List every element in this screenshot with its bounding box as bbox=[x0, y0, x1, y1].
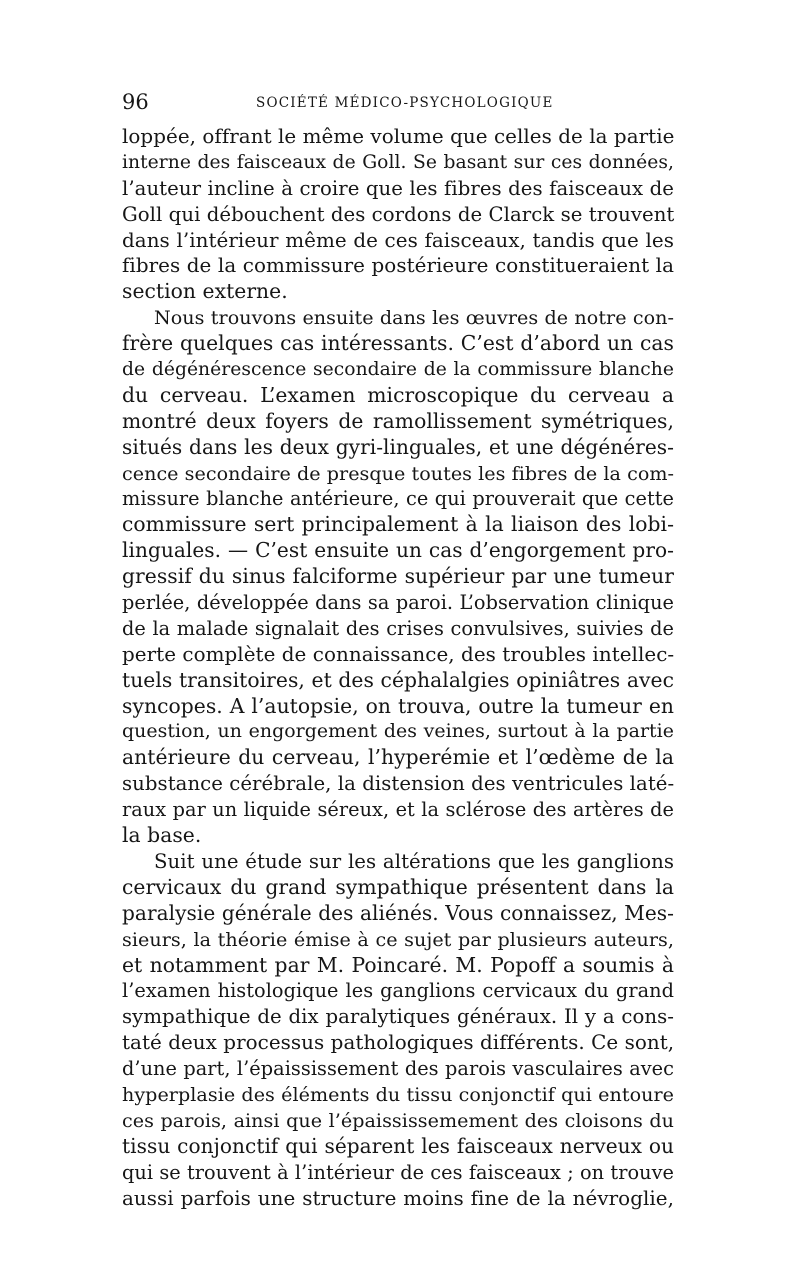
text-line: Suit une étude sur les altérations que les ganglions bbox=[154, 849, 674, 873]
text-line: de dégénérescence secondaire de la commissure blanche bbox=[122, 359, 674, 381]
text-line: cervicaux du grand sympathique présentent dans la bbox=[122, 874, 674, 899]
text-line: section externe. bbox=[122, 279, 288, 304]
text-line: d’une part, l’épaississement des parois vasculaires avec bbox=[122, 1057, 674, 1081]
text-line: taté deux processus pathologiques différents. Ce sont, bbox=[122, 1031, 675, 1055]
text-line: commissure sert principalement à la liaison des lobi- bbox=[122, 512, 674, 537]
text-line: hyperplasie des éléments du tissu conjonctif qui entoure bbox=[122, 1082, 674, 1106]
text-line: dans l’intérieur même de ces faisceaux, tandis que les bbox=[122, 228, 674, 252]
text-line: loppée, offrant le même volume que celles de la partie bbox=[122, 125, 675, 148]
text-line: ces parois, ainsi que l’épaississemement des cloisons du bbox=[122, 1108, 674, 1132]
text-line: missure blanche antérieure, ce qui prouverait que cette bbox=[122, 487, 674, 511]
text-line: situés dans les deux gyri-linguales, et une dégénéres- bbox=[122, 434, 674, 459]
text-line: du cerveau. L’examen microscopique du cerveau a bbox=[122, 382, 674, 407]
text-line: Nous trouvons ensuite dans les œuvres de notre con- bbox=[154, 306, 674, 330]
text-line: interne des faisceaux de Goll. Se basant sur ces données, bbox=[122, 151, 674, 173]
text-line: sympathique de dix paralytiques généraux. Il y a cons- bbox=[122, 1005, 674, 1029]
text-line: aussi parfois une structure moins fine de la névroglie, bbox=[122, 1186, 674, 1210]
text-line: linguales. — C’est ensuite un cas d’engorgement pro- bbox=[122, 538, 674, 563]
text-line: question, un engorgement des veines, surtout à la partie bbox=[122, 720, 674, 743]
text-line: gressif du sinus falciforme supérieur par une tumeur bbox=[122, 564, 674, 589]
text-line: tissu conjonctif qui séparent les faisceaux nerveux ou bbox=[122, 1133, 674, 1158]
text-line: substance cérébrale, la distension des ventricules laté- bbox=[122, 772, 675, 796]
text-line: sieurs, la théorie émise à ce sujet par plusieurs auteurs, bbox=[122, 927, 674, 951]
text-line: cence secondaire de presque toutes les fibres de la com- bbox=[122, 461, 675, 485]
text-line: antérieure du cerveau, l’hyperémie et l’œdème de la bbox=[122, 745, 674, 770]
body-text bbox=[122, 124, 674, 1211]
running-title: SOCIÉTÉ MÉDICO-PSYCHOLOGIQUE bbox=[256, 95, 554, 111]
text-line: perte complète de connaissance, des troubles intellec- bbox=[122, 642, 675, 666]
text-line: qui se trouvent à l’intérieur de ces faisceaux ; on trouve bbox=[122, 1160, 674, 1184]
text-line: frère quelques cas intéressants. C’est d’abord un cas bbox=[122, 331, 674, 356]
text-line: paralysie générale des aliénés. Vous connaissez, Mes- bbox=[122, 900, 674, 925]
text-line: la base. bbox=[122, 823, 202, 848]
text-line: raux par un liquide séreux, et la sclérose des artères de bbox=[122, 798, 674, 822]
text-line: Goll qui débouchent des cordons de Clarck se trouvent bbox=[122, 202, 675, 226]
text-line: perlée, développée dans sa paroi. L’observation clinique bbox=[122, 591, 674, 615]
text-line: tuels transitoires, et des céphalalgies opiniâtres avec bbox=[122, 667, 674, 692]
text-line: l’examen histologique les ganglions cervicaux du grand bbox=[122, 979, 674, 1003]
text-line: montré deux foyers de ramollissement symétriques, bbox=[122, 408, 674, 433]
text-line: l’auteur incline à croire que les fibres des faisceaux de bbox=[122, 176, 674, 200]
text-line: et notamment par M. Poincaré. M. Popoff a soumis à bbox=[122, 952, 674, 977]
running-head bbox=[122, 88, 674, 116]
page-number: 96 bbox=[122, 90, 149, 114]
text-line: syncopes. A l’autopsie, on trouva, outre la tumeur en bbox=[122, 693, 674, 718]
text-line: de la malade signalait des crises convulsives, suivies de bbox=[122, 616, 674, 640]
text-line: fibres de la commissure postérieure constitueraient la bbox=[122, 254, 674, 278]
